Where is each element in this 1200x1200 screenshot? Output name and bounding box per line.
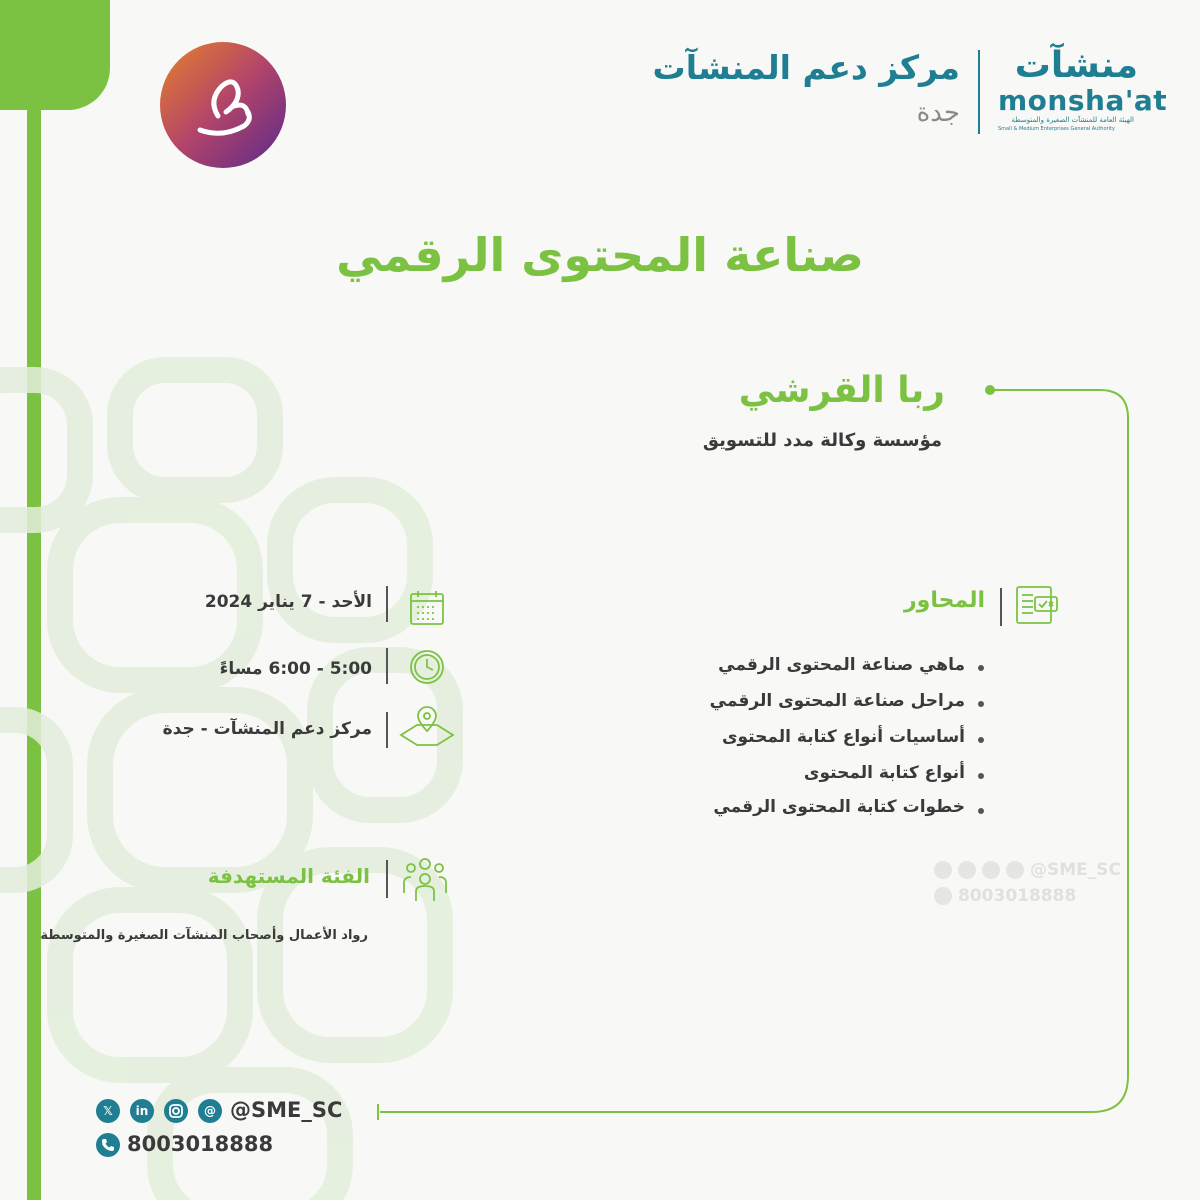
logo-tagline-en: Small & Medium Enterprises General Authority: [998, 126, 1115, 132]
topic-item-1: ماهي صناعة المحتوى الرقمي: [718, 655, 965, 675]
topic-item-4: أنواع كتابة المحتوى: [803, 763, 965, 783]
faded-phone: 8003018888: [958, 886, 1077, 906]
location-divider: [386, 712, 388, 748]
time-divider: [386, 648, 388, 684]
event-date: الأحد - 7 يناير 2024: [204, 592, 372, 612]
faded-threads-icon: [1006, 861, 1024, 879]
bullet-2: [978, 701, 984, 707]
logo-tagline-ar: الهيئة العامة للمنشآت الصغيرة والمتوسطة: [1011, 116, 1134, 124]
speaker-name: ربا القرشي: [738, 370, 945, 411]
people-group-icon: [401, 857, 449, 903]
topic-item-2: مراحل صناعة المحتوى الرقمي: [709, 691, 965, 711]
event-title: صناعة المحتوى الرقمي: [336, 228, 864, 282]
calendar-icon: [409, 589, 445, 627]
event-time: 5:00 - 6:00 مساءً: [219, 659, 372, 679]
faded-x-icon: [934, 861, 952, 879]
logo-arabic-text: منشآت: [1014, 45, 1138, 86]
phone-icon: [96, 1133, 120, 1157]
clock-icon: [408, 648, 446, 686]
audience-text: رواد الأعمال وأصحاب المنشآت الصغيرة والمتوسطة: [40, 928, 368, 943]
topics-heading: المحاور: [903, 588, 985, 613]
topics-divider: [1000, 588, 1002, 626]
location-pin-icon: [399, 703, 455, 747]
presentation-board-icon: [1013, 583, 1059, 627]
logo-latin-text: monsha'at: [998, 84, 1168, 117]
topic-item-3: أساسيات أنواع كتابة المحتوى: [721, 727, 965, 747]
faded-linkedin-icon: [958, 861, 976, 879]
faded-contact: [934, 860, 1121, 906]
faded-handle: @SME_SC: [1030, 860, 1121, 880]
audience-heading: الفئة المستهدفة: [207, 864, 370, 888]
bullet-1: [978, 665, 984, 671]
speaker-organization: مؤسسة وكالة مدد للتسويق: [702, 430, 942, 451]
date-divider: [386, 586, 388, 622]
social-handle[interactable]: @SME_SC: [230, 1098, 343, 1122]
faded-phone-icon: [934, 887, 952, 905]
bullet-3: [978, 737, 984, 743]
faded-instagram-icon: [982, 861, 1000, 879]
topic-item-5: خطوات كتابة المحتوى الرقمي: [713, 797, 965, 817]
instagram-icon[interactable]: [164, 1099, 188, 1123]
phone-number[interactable]: 8003018888: [127, 1132, 274, 1156]
audience-divider: [386, 860, 388, 898]
bullet-5: [978, 808, 984, 814]
city-label: جدة: [916, 98, 960, 128]
event-location: مركز دعم المنشآت - جدة: [162, 719, 372, 739]
linkedin-icon[interactable]: in: [130, 1099, 154, 1123]
center-name: مركز دعم المنشآت: [652, 48, 960, 87]
x-social-icon[interactable]: 𝕏: [96, 1099, 120, 1123]
threads-icon[interactable]: @: [198, 1099, 222, 1123]
bullet-4: [978, 773, 984, 779]
